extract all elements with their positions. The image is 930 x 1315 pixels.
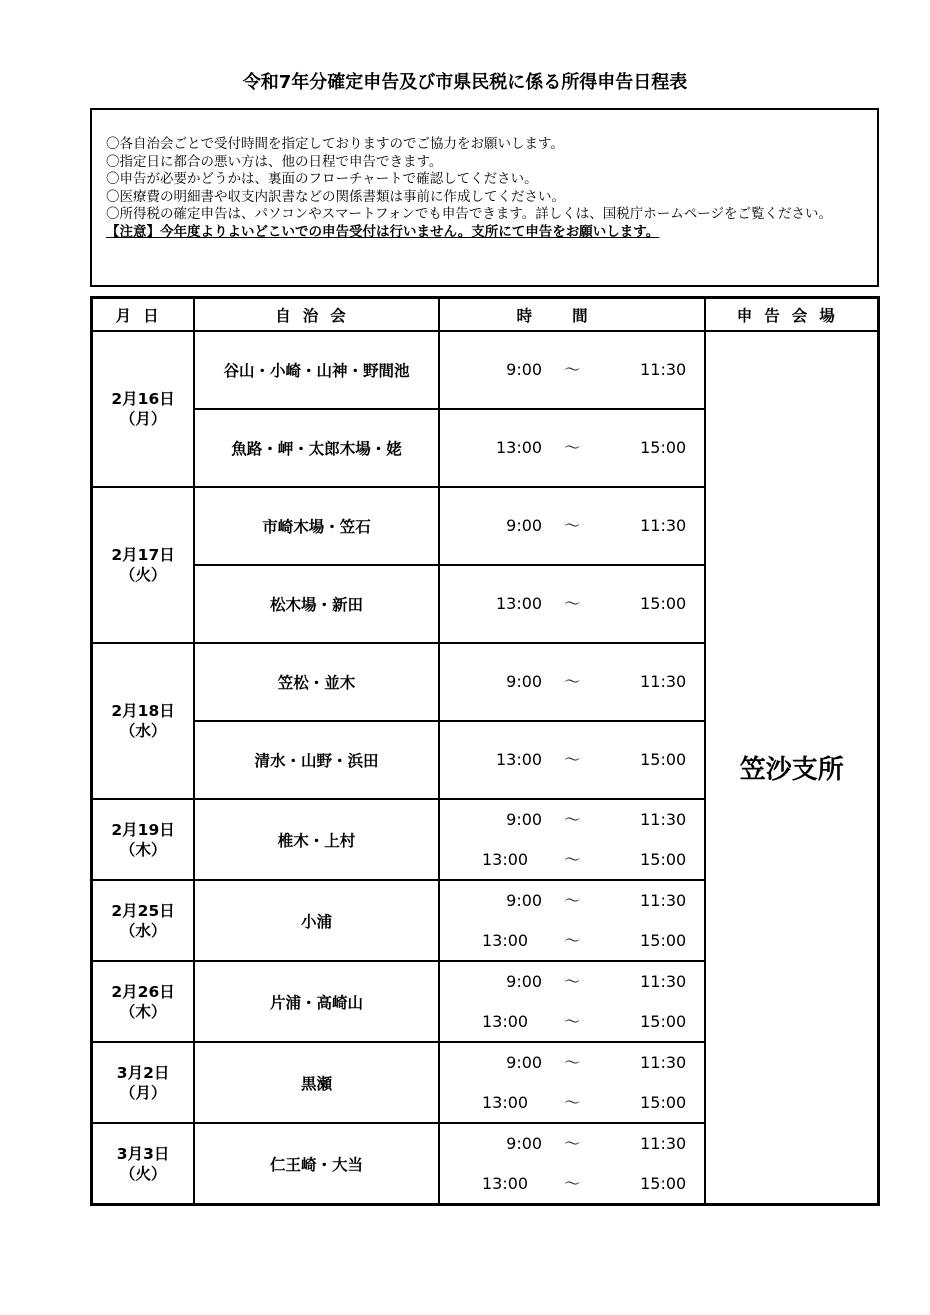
tilde: ～ [564,750,581,770]
time-range [440,584,705,624]
note: 〇指定日に都合の悪い方は、他の日程で申告できます。 [106,153,443,170]
end-time: 15:00 [640,849,687,869]
time-range [440,506,705,546]
time-cell [439,721,706,799]
assoc-cell: 椎木・上村 [194,799,439,880]
start-time: 13:00 [495,750,543,770]
start-time: 9:00 [506,810,543,829]
time-cell [439,331,706,409]
start-time: 13:00 [495,594,543,614]
end-time: 11:30 [640,891,687,910]
time-range [440,1043,705,1122]
assoc-cell: 魚路・岬・太郎木場・姥 [194,409,439,487]
date-cell [92,961,195,1042]
end-time: 15:00 [640,1011,687,1031]
tilde: ～ [564,1134,581,1153]
date-cell [92,643,195,799]
end-time: 11:30 [640,360,687,380]
time-range [440,740,705,780]
date: 3月3日 [116,1144,170,1163]
end-time: 15:00 [640,594,687,614]
assoc-cell: 黒瀬 [194,1042,439,1123]
weekday: （水） [119,722,167,740]
tilde: ～ [564,930,581,950]
end-time: 11:30 [640,1053,687,1072]
time-cell [439,1042,706,1123]
end-time: 11:30 [640,810,687,829]
start-time: 9:00 [506,891,543,910]
time-cell [439,961,706,1042]
assoc-cell: 市崎木場・笠石 [194,487,439,565]
end-time: 11:30 [640,672,687,692]
tilde: ～ [564,1053,581,1072]
note: 〇医療費の明細書や収支内訳書などの関係書類は事前に作成してください。 [106,188,565,205]
date-cell [92,1123,195,1205]
end-time: 11:30 [640,972,687,991]
header-assoc: 自治会 [194,298,439,332]
weekday: （木） [119,1002,167,1021]
end-time: 15:00 [640,750,687,770]
tilde: ～ [564,594,581,614]
start-time: 9:00 [506,1053,543,1072]
weekday: （火） [119,1164,167,1183]
start-time: 9:00 [506,672,543,692]
tilde: ～ [564,1173,581,1193]
end-time: 15:00 [640,438,687,458]
assoc-cell: 仁王崎・大当 [194,1123,439,1205]
weekday: （月） [119,410,167,428]
start-time: 13:00 [481,1011,529,1031]
assoc-cell: 清水・山野・浜田 [194,721,439,799]
time-cell [439,1123,706,1205]
venue-cell: 笠沙支所 [705,331,878,1205]
date-cell [92,799,195,880]
weekday: （水） [119,921,167,940]
assoc-cell: 松木場・新田 [194,565,439,643]
time-cell [439,880,706,961]
date: 2月26日 [111,982,175,1001]
start-time: 13:00 [481,1092,529,1112]
date: 2月16日 [111,390,175,408]
time-cell [439,487,706,565]
tilde: ～ [564,438,581,458]
date-cell [92,880,195,961]
date-cell [92,331,195,487]
warning-note: 【注意】今年度よりよいどこいでの申告受付は行いません。支所にて申告をお願いします。 [106,223,660,240]
time-cell [439,643,706,721]
start-time: 9:00 [506,360,543,380]
tilde: ～ [564,1092,581,1112]
start-time: 13:00 [495,438,543,458]
end-time: 15:00 [640,930,687,950]
end-time: 15:00 [640,1092,687,1112]
start-time: 13:00 [481,930,529,950]
end-time: 11:30 [640,1134,687,1153]
time-cell [439,409,706,487]
tilde: ～ [564,360,581,380]
date: 2月25日 [111,901,175,920]
header-time: 時間 [439,298,706,332]
start-time: 9:00 [506,1134,543,1153]
tilde: ～ [564,849,581,869]
date-cell [92,1042,195,1123]
header-date: 月日 [92,298,195,332]
note: 〇各自治会ごとで受付時間を指定しておりますのでご協力をお願いします。 [106,136,564,152]
notes-box [90,108,879,287]
assoc-cell: 小浦 [194,880,439,961]
assoc-cell: 谷山・小崎・山神・野間池 [194,331,439,409]
tilde: ～ [564,891,581,910]
date: 3月2日 [116,1063,170,1082]
time-cell [439,565,706,643]
note: 〇申告が必要かどうかは、裏面のフローチャートで確認してください。 [106,171,538,187]
start-time: 9:00 [506,516,543,536]
end-time: 11:30 [640,516,687,536]
start-time: 13:00 [481,1173,529,1193]
time-range [440,662,705,702]
assoc-cell: 片浦・高崎山 [194,961,439,1042]
time-range [440,350,705,390]
date: 2月17日 [111,546,175,564]
date: 2月18日 [111,702,175,720]
note: 〇所得税の確定申告は、パソコンやスマートフォンでも申告できます。詳しくは、国税庁ホームページをご覧ください。 [106,206,833,222]
tilde: ～ [564,972,581,991]
date: 2月19日 [111,820,175,839]
time-range [440,962,705,1041]
end-time: 15:00 [640,1173,687,1193]
time-range [440,800,705,879]
time-cell [439,799,706,880]
weekday: （火） [119,566,167,584]
assoc-cell: 笠松・並木 [194,643,439,721]
tilde: ～ [564,1011,581,1031]
date-cell [92,487,195,643]
start-time: 13:00 [481,849,529,869]
time-range [440,1124,705,1203]
start-time: 9:00 [506,972,543,991]
weekday: （木） [119,840,167,859]
header-venue: 申告会場 [705,298,878,332]
table-row [92,331,879,409]
page-title: 令和7年分確定申告及び市県民税に係る所得申告日程表 [242,72,688,93]
time-range [440,881,705,960]
time-range [440,428,705,468]
schedule-table [90,296,880,1206]
tilde: ～ [564,672,581,692]
weekday: （月） [119,1083,167,1102]
tilde: ～ [564,516,581,536]
tilde: ～ [564,810,581,829]
